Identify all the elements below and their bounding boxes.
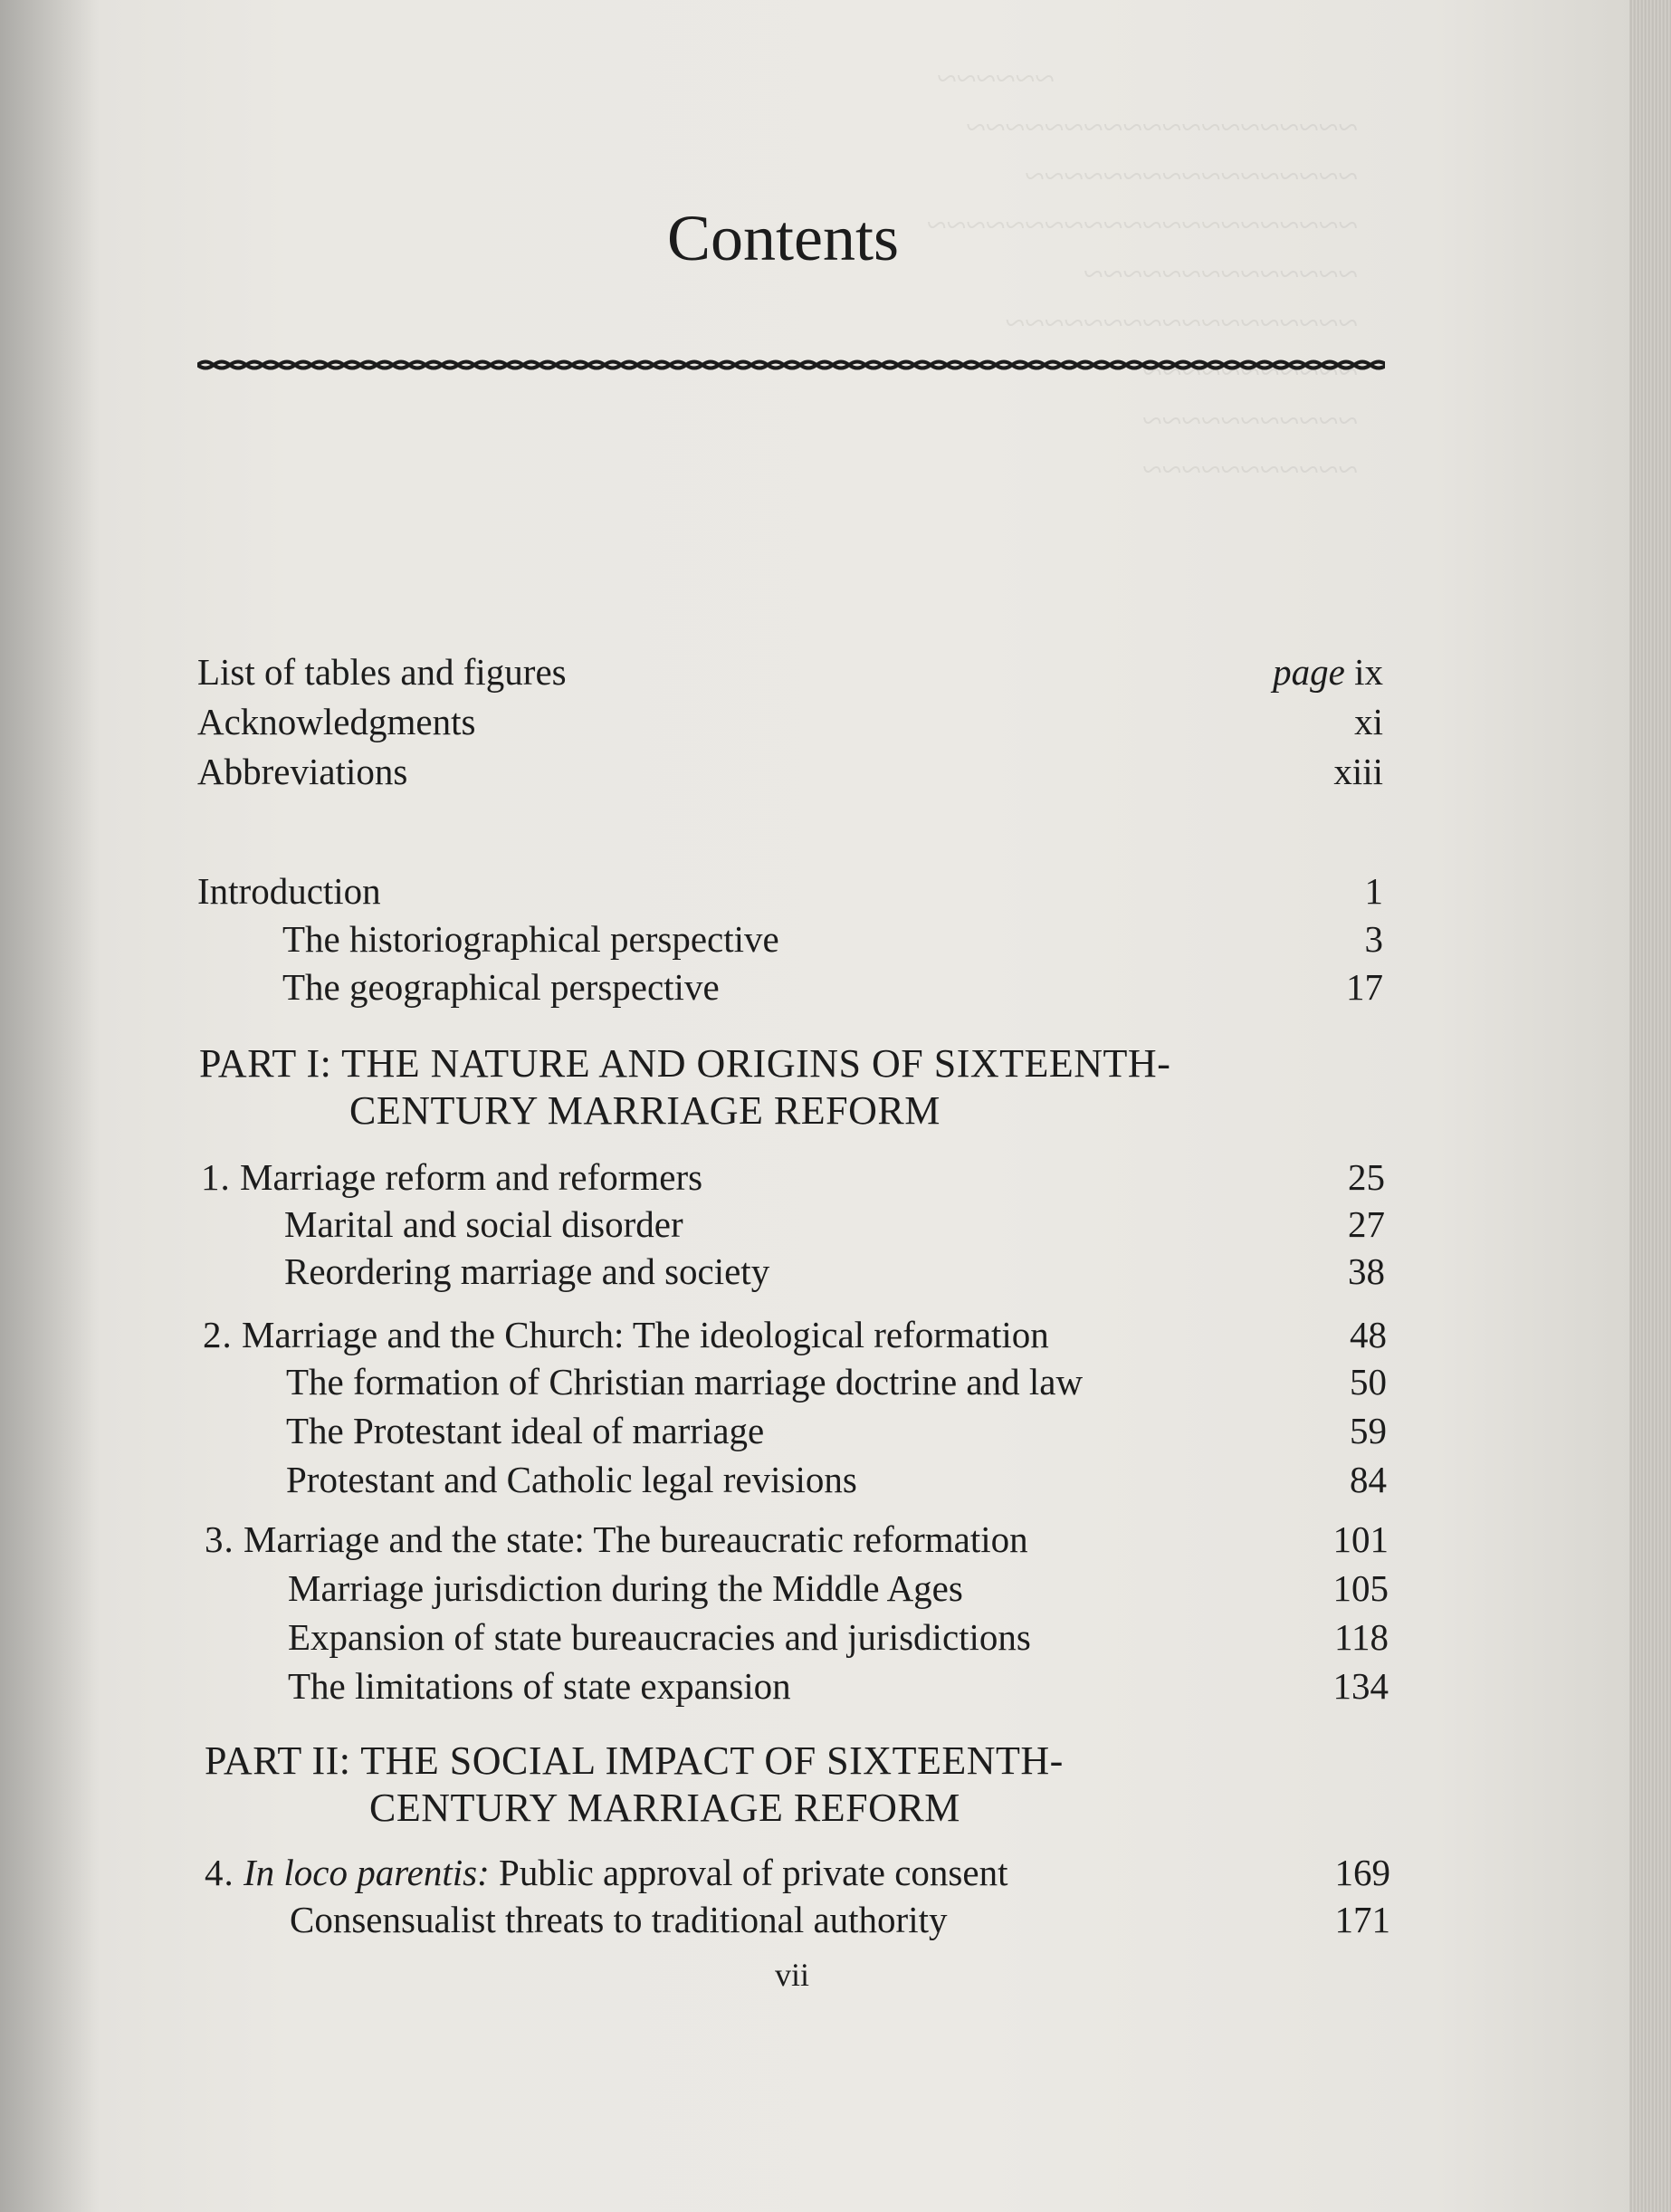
toc-section-expansion: Expansion of state bureaucracies and jurisdictions	[288, 1616, 1031, 1658]
chapter-number: 3.	[205, 1518, 234, 1560]
toc-page-formation: 50	[1350, 1361, 1387, 1403]
toc-entry-acknowledgments: Acknowledgments	[197, 701, 476, 742]
toc-section-consensualist: Consensualist threats to traditional authority	[290, 1899, 948, 1940]
toc-page-abbreviations: xiii	[1333, 751, 1383, 792]
part-2-heading-line-2: CENTURY MARRIAGE REFORM	[369, 1786, 960, 1830]
toc-section-legal-revisions: Protestant and Catholic legal revisions	[286, 1459, 857, 1500]
toc-page-protestant-ideal: 59	[1350, 1410, 1387, 1451]
toc-page-chapter-1: 25	[1348, 1156, 1385, 1198]
toc-chapter-3	[205, 1519, 1028, 1559]
chapter-title-italic: In loco parentis:	[243, 1852, 490, 1893]
toc-page-geographical: 17	[1346, 966, 1383, 1008]
toc-chapter-2	[203, 1315, 1049, 1355]
toc-section-limitations: The limitations of state expansion	[288, 1665, 791, 1707]
toc-page-chapter-2: 48	[1350, 1314, 1387, 1355]
chapter-title: Marriage and the state: The bureaucratic reformation	[243, 1518, 1028, 1560]
toc-section-formation: The formation of Christian marriage doctrine and law	[286, 1361, 1084, 1403]
toc-page-chapter-4: 169	[1334, 1852, 1390, 1893]
toc-entry-introduction: Introduction	[197, 870, 381, 912]
toc-entry-list-of-tables: List of tables and figures	[197, 651, 567, 693]
toc-chapter-4	[205, 1853, 1007, 1892]
toc-section-geographical: The geographical perspective	[282, 966, 720, 1008]
toc-section-historiographical: The historiographical perspective	[282, 918, 779, 960]
part-1-heading-line-1: PART I: THE NATURE AND ORIGINS OF SIXTEENTH-	[199, 1041, 1171, 1086]
chapter-number: 2.	[203, 1314, 233, 1355]
wavy-rule-ornament	[197, 350, 1385, 380]
toc-page-marital-disorder: 27	[1348, 1203, 1385, 1245]
gutter-shadow	[0, 0, 100, 2212]
page-folio: vii	[774, 1957, 809, 1993]
toc-chapter-1	[201, 1157, 702, 1197]
toc-page-middle-ages: 105	[1332, 1567, 1389, 1609]
toc-page-acknowledgments: xi	[1354, 701, 1383, 742]
toc-page-list-of-tables	[1148, 652, 1383, 692]
toc-page-limitations: 134	[1332, 1665, 1389, 1707]
page-title: Contents	[666, 202, 899, 274]
part-1-heading-line-2: CENTURY MARRIAGE REFORM	[349, 1088, 941, 1133]
chapter-title: Public approval of private consent	[489, 1852, 1008, 1893]
toc-section-marital-disorder: Marital and social disorder	[284, 1203, 683, 1245]
page-stack-edge	[1629, 0, 1671, 2212]
page-prefix: page	[1273, 651, 1345, 693]
toc-page-expansion: 118	[1334, 1616, 1389, 1658]
toc-section-reordering: Reordering marriage and society	[284, 1250, 770, 1292]
toc-entry-abbreviations: Abbreviations	[197, 751, 408, 792]
toc-page-chapter-3: 101	[1332, 1518, 1389, 1560]
toc-page-legal-revisions: 84	[1350, 1459, 1387, 1500]
toc-page-historiographical: 3	[1364, 918, 1383, 960]
chapter-title: Marriage and the Church: The ideological reformation	[242, 1314, 1049, 1355]
toc-section-middle-ages: Marriage jurisdiction during the Middle Ages	[288, 1567, 963, 1609]
toc-page-consensualist: 171	[1334, 1899, 1390, 1940]
part-2-heading-line-1: PART II: THE SOCIAL IMPACT OF SIXTEENTH-	[205, 1738, 1064, 1783]
bleed-through-text: ~~~~~~ ~~~~~~~~~~~~~~~~~~~~ ~~~~~~~~~~~~~~~~~ ~~~~~~~~~~~~~~~~~~~~~~ ~~~~~~~~~~~~~~ ~~~~~~~~~~~~~~~~~~ ~~~~~~~~~~~ ~~~~~~~~~~~ ~~~~~~~~~~~	[926, 58, 1358, 490]
toc-section-protestant-ideal: The Protestant ideal of marriage	[286, 1410, 765, 1451]
toc-page-reordering: 38	[1348, 1250, 1385, 1292]
page-number: ix	[1354, 651, 1383, 693]
toc-page-introduction: 1	[1364, 870, 1383, 912]
chapter-number: 4.	[205, 1852, 234, 1893]
chapter-title: Marriage reform and reformers	[240, 1156, 703, 1198]
chapter-number: 1.	[201, 1156, 231, 1198]
